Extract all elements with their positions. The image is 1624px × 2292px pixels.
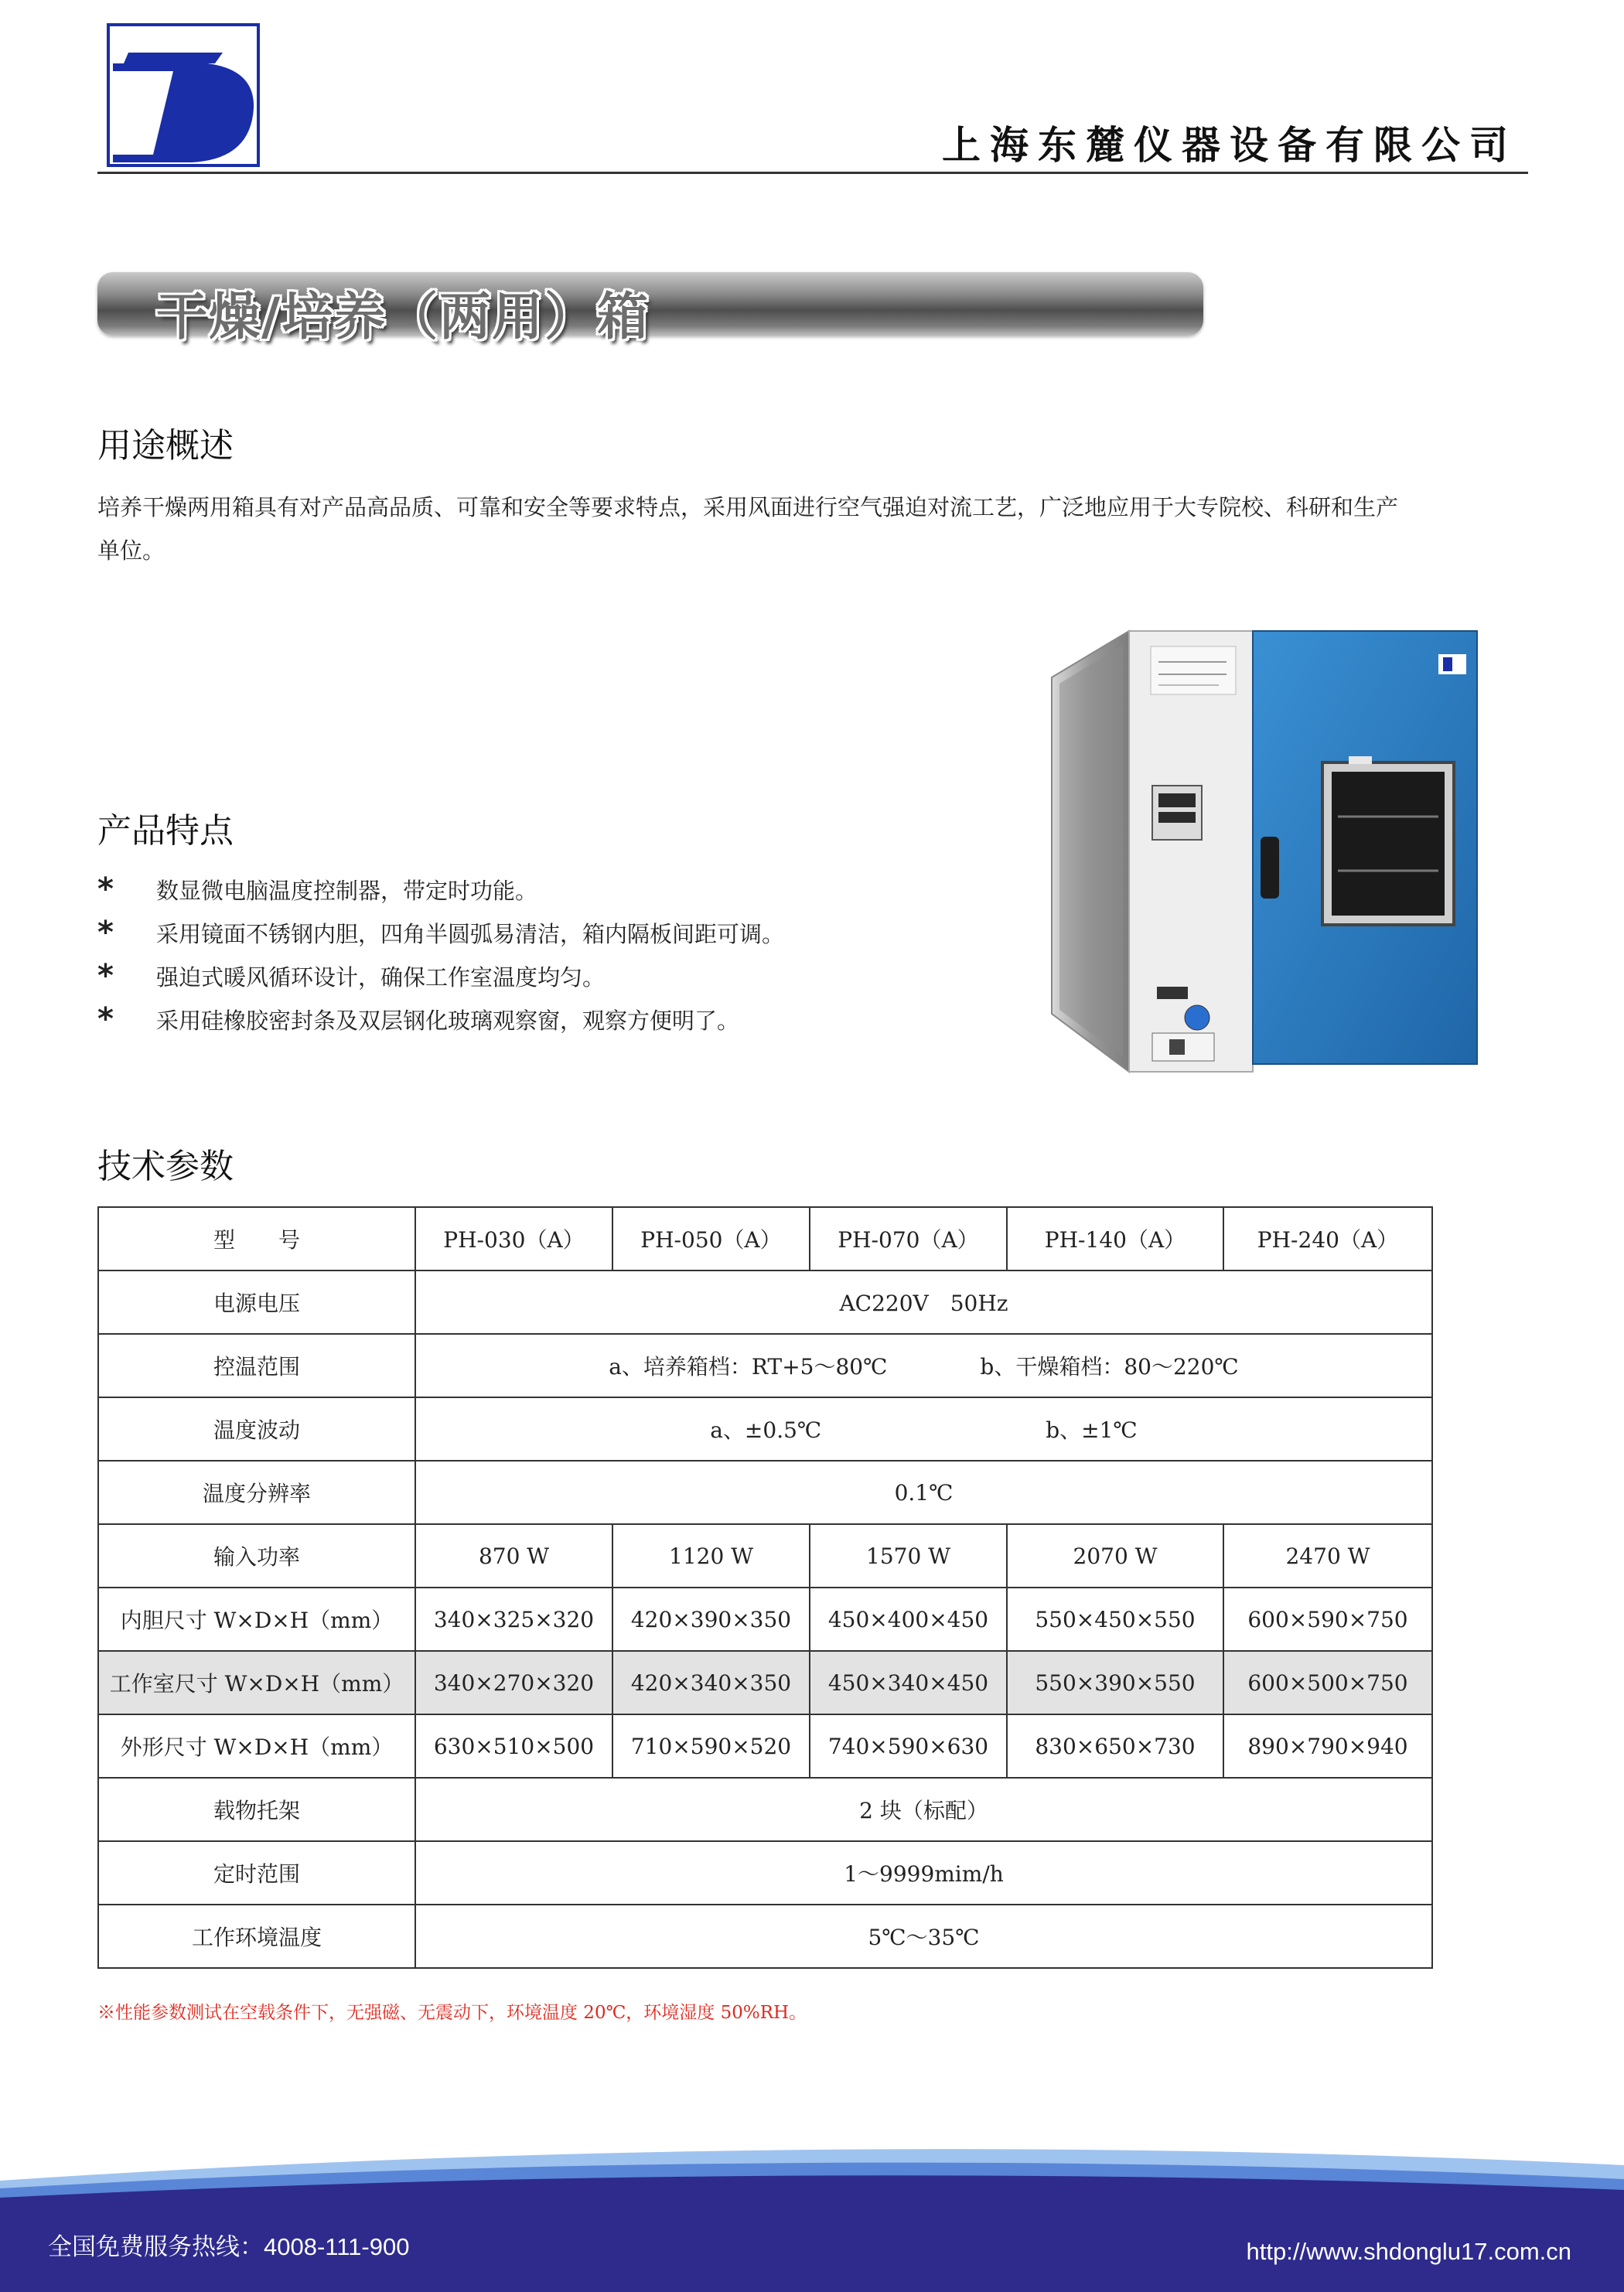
temp-range-cell: a、培养箱档：RT+5～80℃ b、干燥箱档：80～220℃ [415,1334,1432,1397]
star-bullet-icon: * [97,871,114,907]
row-label: 温度波动 [98,1397,415,1461]
table-row [98,1397,1432,1461]
shelves-cell: 2 块（标配） [415,1778,1432,1841]
row-label: 控温范围 [98,1334,415,1397]
table-row [98,1207,1432,1270]
feature-item: * 数显微电脑温度控制器，带定时功能。 [97,871,538,907]
fluctuation-cell: a、±0.5℃ b、±1℃ [415,1397,1432,1461]
row-label: 定时范围 [98,1841,415,1905]
usage-description: 培养干燥两用箱具有对产品高品质、可靠和安全等要求特点，采用风面进行空气强迫对流工艺，广泛地应用于大专院校、科研和生产单位。 [97,494,1399,564]
star-bullet-icon: * [97,1001,114,1037]
model-cell: PH-050（A） [612,1207,810,1270]
row-label: 载物托架 [98,1778,415,1841]
chamber-size-cell: 340×270×320 [415,1651,612,1714]
hotline-text: 全国免费服务热线：4008-111-900 [48,2233,410,2260]
outer-size-cell: 830×650×730 [1007,1714,1223,1778]
star-bullet-icon: * [97,958,114,994]
spec-footnote: ※性能参数测试在空载条件下，无强磁、无震动下，环境温度 20℃，环境湿度 50%RH。 [97,2003,807,2023]
product-image [1036,623,1485,1087]
row-label: 外形尺寸 W×D×H（mm） [98,1714,415,1778]
resolution-cell: 0.1℃ [415,1461,1432,1524]
usage-heading: 用途概述 [97,426,234,466]
table-row [98,1588,1432,1651]
title-banner [97,272,1203,346]
row-label: 工作环境温度 [98,1905,415,1968]
inner-size-cell: 420×390×350 [612,1588,810,1651]
chamber-size-cell: 600×500×750 [1223,1651,1432,1714]
power-cell: 870 W [415,1524,612,1588]
power-cell: 2070 W [1007,1524,1223,1588]
row-label: 工作室尺寸 W×D×H（mm） [98,1651,415,1714]
table-row [98,1841,1432,1905]
table-row [98,1714,1432,1778]
website-link[interactable]: http://www.shdonglu17.com.cn [1246,2238,1571,2265]
model-cell: PH-140（A） [1007,1207,1223,1270]
spec-table [97,1206,1433,1969]
row-label: 温度分辨率 [98,1461,415,1524]
table-row [98,1778,1432,1841]
header-divider [97,172,1528,174]
table-row [98,1651,1432,1714]
model-cell: PH-030（A） [415,1207,612,1270]
row-label: 型 号 [98,1207,415,1270]
feature-item: * 强迫式暖风循环设计，确保工作室温度均匀。 [97,958,606,994]
table-row [98,1905,1432,1968]
power-cell: 2470 W [1223,1524,1432,1588]
row-label: 输入功率 [98,1524,415,1588]
inner-size-cell: 600×590×750 [1223,1588,1432,1651]
outer-size-cell: 710×590×520 [612,1714,810,1778]
model-cell: PH-070（A） [810,1207,1007,1270]
row-label: 电源电压 [98,1270,415,1334]
power-cell: 1120 W [612,1524,810,1588]
outer-size-cell: 630×510×500 [415,1714,612,1778]
ambient-cell: 5℃～35℃ [415,1905,1432,1968]
inner-size-cell: 450×400×450 [810,1588,1007,1651]
inner-size-cell: 550×450×550 [1007,1588,1223,1651]
table-row [98,1524,1432,1588]
chamber-size-cell: 450×340×450 [810,1651,1007,1714]
outer-size-cell: 740×590×630 [810,1714,1007,1778]
power-cell: 1570 W [810,1524,1007,1588]
inner-size-cell: 340×325×320 [415,1588,612,1651]
table-row [98,1270,1432,1334]
specs-heading: 技术参数 [97,1147,234,1186]
features-list [97,868,784,1041]
table-row [98,1461,1432,1524]
page-title: 干燥/培养（两用）箱 [156,287,650,346]
model-cell: PH-240（A） [1223,1207,1432,1270]
company-name: 上海东麓仪器设备有限公司 [942,122,1517,168]
row-label: 内胆尺寸 W×D×H（mm） [98,1588,415,1651]
feature-item: * 采用镜面不锈钢内胆，四角半圆弧易清洁，箱内隔板间距可调。 [97,915,785,950]
timer-cell: 1～9999mim/h [415,1841,1432,1905]
star-bullet-icon: * [97,915,114,950]
table-row [98,1334,1432,1397]
chamber-size-cell: 420×340×350 [612,1651,810,1714]
voltage-cell: AC220V 50Hz [415,1270,1432,1334]
chamber-size-cell: 550×390×550 [1007,1651,1223,1714]
outer-size-cell: 890×790×940 [1223,1714,1432,1778]
footer-band [0,2134,1624,2292]
features-heading: 产品特点 [97,811,234,851]
company-logo [107,23,260,167]
feature-item: * 采用硅橡胶密封条及双层钢化玻璃观察窗，观察方便明了。 [97,1001,740,1037]
